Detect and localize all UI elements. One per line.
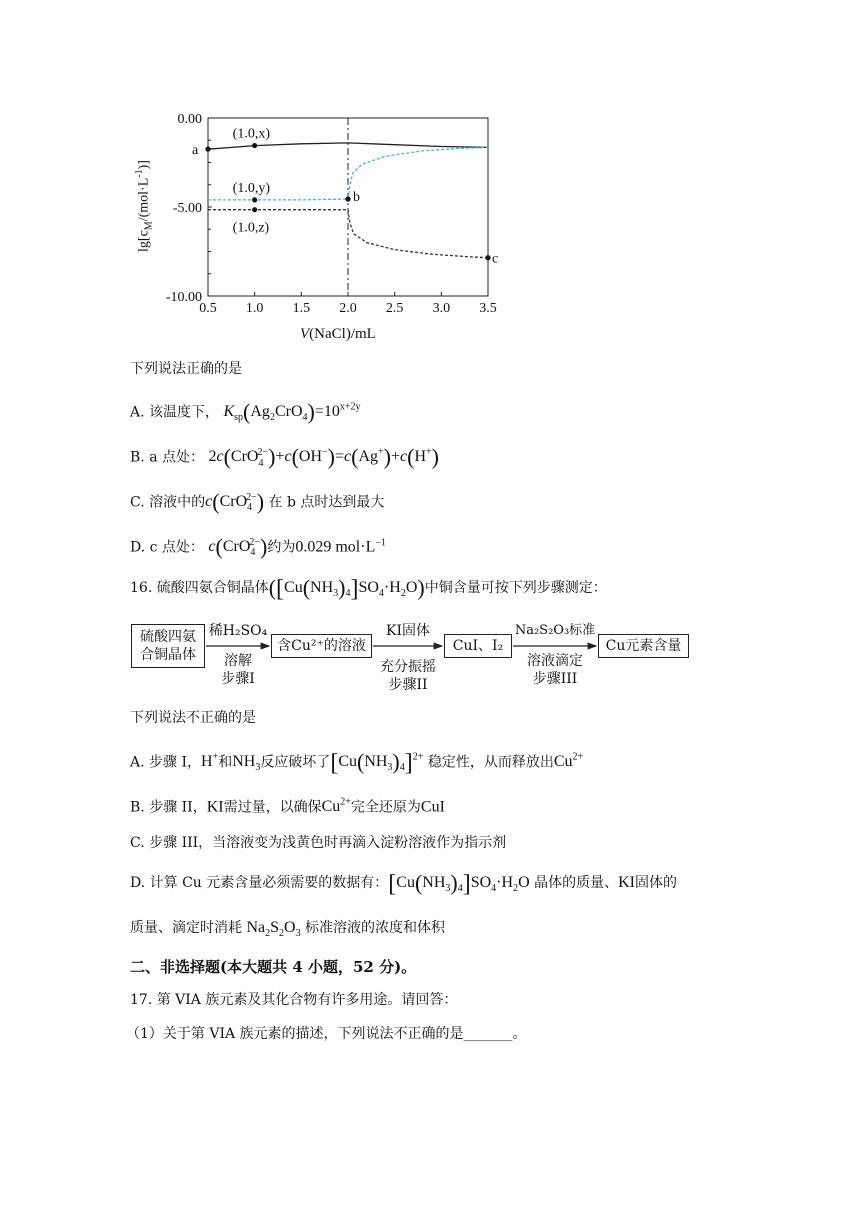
q16-option-b-text2: 需过量，以确保 <box>223 799 322 816</box>
flow-arrow2-bottom-line2: 步骤II <box>388 677 428 693</box>
flow-box-crystal-line2: 合铜晶体 <box>140 647 196 663</box>
flow-box-solution: 含Cu²⁺的溶液 <box>271 634 372 658</box>
flow-box-cui: CuI、I₂ <box>444 634 512 658</box>
option-d-text2: 约为 <box>267 539 296 556</box>
q16-option-d-text3: 固体的 <box>634 875 677 891</box>
option-d-formula: c(CrO$_4^{2-}$) <box>208 534 268 560</box>
q16-option-c-text: 步骤 III，当溶液变为浅黄色时再滴入淀粉溶液作为指示剂 <box>149 835 507 851</box>
flow-arrow3-bottom-line2: 步骤III <box>532 671 578 687</box>
y-axis-label: $\lg[c_M/(mol\cdot L^{-1})]$ <box>134 160 155 252</box>
q16-stem: 下列说法不正确的是 <box>130 710 256 726</box>
option-b-text: a 点处： <box>149 449 204 466</box>
q17-sub1: （1）关于第 VIA 族元素的描述，下列说法不正确的是_______。 <box>126 1026 527 1042</box>
option-a-formula: $K_{sp}(Ag_2CrO_4)=10^{x+2y}$ <box>223 399 361 425</box>
q16-intro-text1: 硫酸四氨合铜晶体 <box>156 580 269 596</box>
flow-arrow1-bottom-line2: 步骤I <box>221 671 255 687</box>
point-label: c <box>492 251 499 267</box>
flow-arrow3-top: Na₂S₂O₃标准 <box>514 623 596 638</box>
q16-option-b-text3: 完全还原为 <box>350 799 421 816</box>
q16-option-a-text3: 反应破坏了 <box>260 754 331 771</box>
x-tick-label: 3.0 <box>432 301 451 316</box>
q16-number: 16. <box>130 580 153 596</box>
q16-option-b: B. 步骤 II，KI需过量，以确保$Cu^{2+}$完全还原为CuI <box>130 797 445 816</box>
flow-arrow1-bottom-line1: 溶解 <box>224 653 252 669</box>
option-c-label: C. <box>130 494 145 511</box>
point-label: (1.0,x) <box>232 126 270 142</box>
x-tick-label: 2.5 <box>385 301 404 316</box>
option-b-formula: 2c(CrO$_4^{2-}$)+c(OH−)=c(Ag+)+c(H+) <box>208 444 439 470</box>
q16-option-d-text2: 晶体的质量、 <box>534 875 619 891</box>
flow-arrow2-top: KI固体 <box>386 623 430 639</box>
x-tick-label: 1.5 <box>292 301 311 316</box>
flow-arrow3-bottom-line1: 溶液滴定 <box>527 653 583 669</box>
flow-arrow1-top: 稀H₂SO₄ <box>208 623 268 639</box>
option-c-text2: 在 b 点时达到最大 <box>268 494 385 511</box>
section-heading: 二、非选择题(本大题共 4 小题，52 分)。 <box>130 958 417 976</box>
q16-intro-text2: 中铜含量可按下列步骤测定： <box>424 580 607 596</box>
q16-option-b-text1: 步骤 II， <box>149 799 207 816</box>
option-a-exponent: x+2y <box>339 402 361 413</box>
point-label: b <box>353 189 360 205</box>
q16-option-c-label: C. <box>130 835 145 851</box>
q16-option-a-text1: 步骤 I， <box>149 754 201 771</box>
q17-intro: 17. 第 VIA 族元素及其化合物有许多用途。请回答： <box>130 992 458 1008</box>
q16-option-d-text1: 计算 Cu 元素含量必须需要的数据有： <box>149 875 389 891</box>
option-a-label: A. <box>130 404 145 421</box>
point-label: a <box>192 143 199 159</box>
flow-arrow2-bottom-line1: 充分振摇 <box>380 659 436 675</box>
option-d-exponent: −1 <box>375 537 386 549</box>
q16-option-d-text5: 标准溶液的浓度和体积 <box>305 920 446 936</box>
y-tick-label: -5.00 <box>172 201 202 216</box>
q16-compound-formula: $([Cu(NH_3)_4]SO_4\cdot H_2O)$ <box>268 575 425 602</box>
y-tick-label: -10.00 <box>165 290 202 305</box>
q16-option-a-label: A. <box>130 754 145 771</box>
q16-option-a: A. 步骤 I，H+和$NH_3$反应破坏了$[Cu(NH_3)_4]^{2+}$ 稳定性，从而释放出$Cu^{2+}$ <box>130 749 584 777</box>
x-tick-label: 3.5 <box>479 301 497 316</box>
x-tick-label: 2.0 <box>339 301 357 316</box>
flow-box-crystal-line1: 硫酸四氨 <box>140 629 196 645</box>
q16-option-c <box>130 833 506 853</box>
option-c-text1: 溶液中的 <box>149 494 206 511</box>
q16-option-a-text4: 稳定性，从而释放出 <box>427 754 554 771</box>
option-d-text1: c 点处： <box>149 539 204 556</box>
option-d-value: 0.029 mol·L <box>295 538 376 556</box>
option-d-label: D. <box>130 539 146 556</box>
x-tick-label: 1.0 <box>245 301 264 316</box>
point-label: (1.0,z) <box>232 220 270 236</box>
option-c-formula: c(CrO$_4^{2-}$) <box>205 489 265 515</box>
option-b-label: B. <box>130 449 145 466</box>
q16-option-d-label: D. <box>130 875 146 891</box>
q16-option-b-label: B. <box>130 799 145 816</box>
flow-box-result: Cu元素含量 <box>598 634 689 658</box>
q15-stem: 下列说法正确的是 <box>130 361 242 377</box>
q16-option-d: D. 计算 Cu 元素含量必须需要的数据有：$[Cu(NH_3)_4]SO_4\cdot H_2O$ 晶体的质量、KI固体的 <box>130 870 677 897</box>
y-tick-label: 0.00 <box>177 112 202 127</box>
x-tick-label: 0.5 <box>199 301 217 316</box>
q16-option-d-text4: 质量、滴定时消耗 <box>130 920 242 936</box>
q16-option-a-text2: 和 <box>218 754 233 771</box>
point-label: (1.0,y) <box>232 180 270 196</box>
q16-option-d-cont: 质量、滴定时消耗 $Na_2S_2O_3$ 标准溶液的浓度和体积 <box>130 919 446 940</box>
option-a-text: 该温度下， <box>149 404 220 421</box>
x-axis-label: V(NaCl)/mL <box>300 326 376 342</box>
